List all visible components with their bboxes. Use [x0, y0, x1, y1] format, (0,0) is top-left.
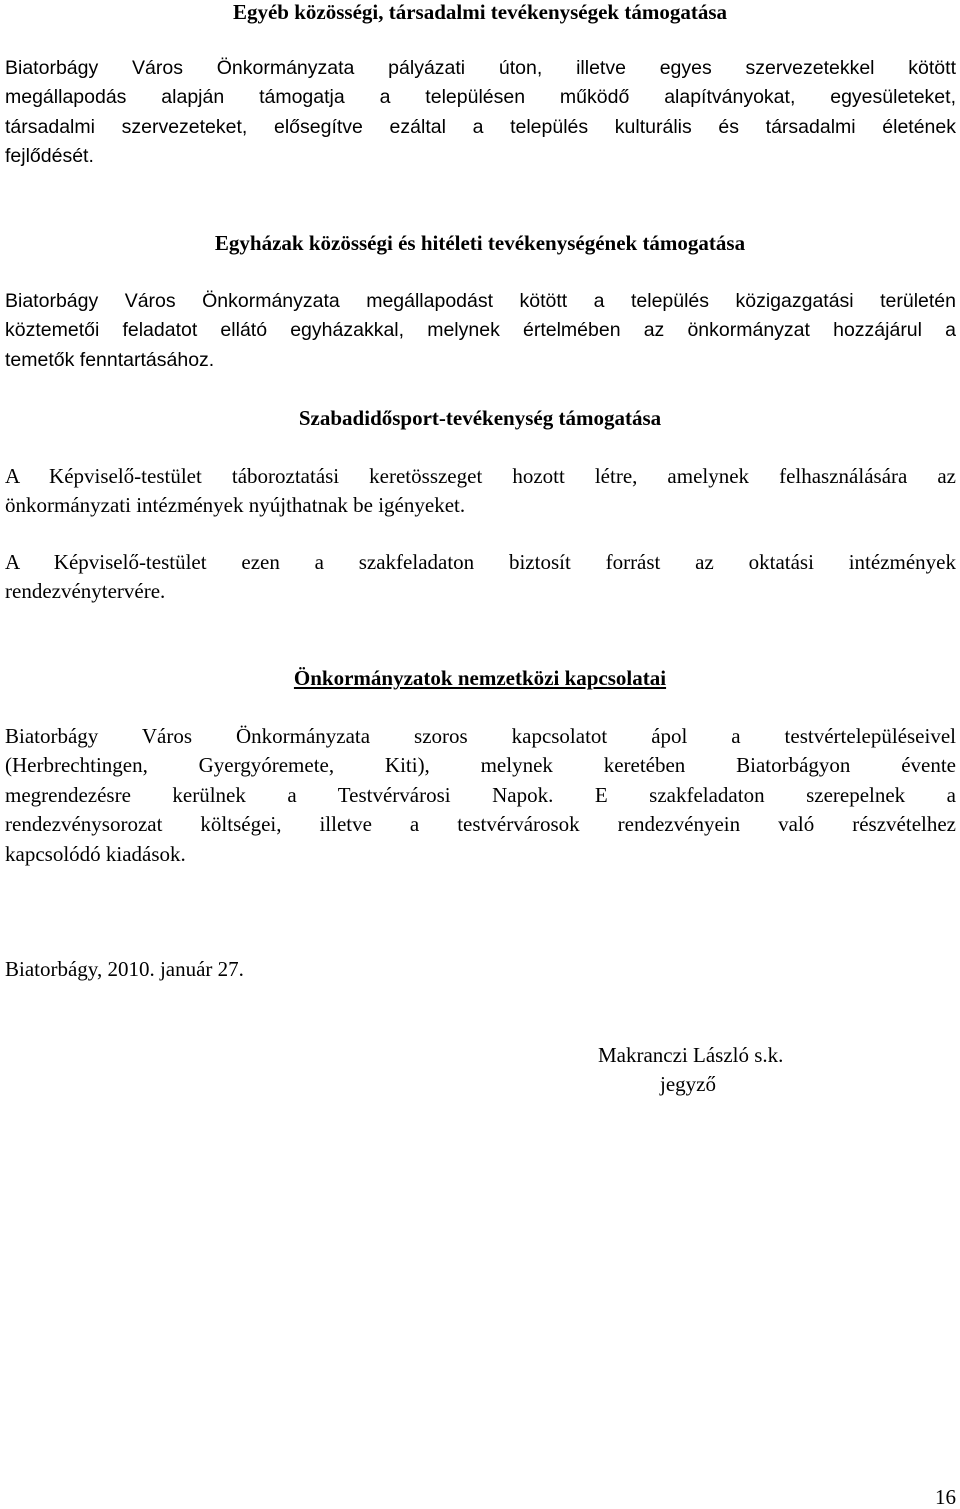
paragraph-event-funding [5, 548, 956, 607]
text-line: A Képviselő-testület ezen a szakfeladaton biztosít forrást az oktatási intézmények [5, 550, 956, 574]
section-heading-churches-support: Egyházak közösségi és hitéleti tevékenységének támogatása [214, 231, 746, 255]
text-line: Biatorbágy Város Önkormányzata szoros kapcsolatot ápol a testvértelepüléseivel [5, 724, 956, 748]
paragraph-churches-support [5, 287, 956, 375]
text-line: kapcsolódó kiadások. [5, 841, 186, 866]
text-line: köztemetői feladatot ellátó egyházakkal, melynek értelmében az önkormányzat hozzájárul a [5, 319, 956, 342]
section-heading-leisure-sport: Szabadidősport-tevékenység támogatása [298, 406, 662, 430]
signatory-name: Makranczi László s.k. [598, 1043, 784, 1067]
text-line: Biatorbágy Város Önkormányzata pályázati úton, illetve egyes szervezetekkel kötött [5, 57, 956, 79]
section-heading-international-relations: Önkormányzatok nemzetközi kapcsolatai [293, 666, 667, 690]
place-and-date: Biatorbágy, 2010. január 27. [5, 957, 244, 981]
text-line: önkormányzati intézmények nyújthatnak be igényeket. [5, 493, 466, 518]
text-line: megállapodás alapján támogatja a településen működő alapítványokat, egyesületeket, [5, 86, 956, 109]
paragraph-twin-towns [5, 722, 956, 869]
page-number: 16 [935, 1485, 956, 1509]
text-line: rendezvénytervére. [5, 579, 166, 604]
text-line: társadalmi szervezeteket, elősegítve ezáltal a település kulturális és társadalmi életének [5, 115, 956, 138]
paragraph-community-support [5, 54, 956, 172]
text-line: A Képviselő-testület táboroztatási keretösszeget hozott létre, amelynek felhasználására az [5, 464, 956, 488]
signatory-title: jegyző [660, 1072, 716, 1096]
paragraph-camp-budget [5, 462, 956, 521]
text-line: fejlődését. [5, 145, 94, 168]
text-line: rendezvénysorozat költségei, illetve a testvérvárosok rendezvényein való részvételhez [5, 812, 956, 837]
text-line: temetők fenntartásához. [5, 348, 215, 371]
text-line: Biatorbágy Város Önkormányzata megállapodást kötött a település közigazgatási területén [5, 290, 956, 312]
text-line: megrendezésre kerülnek a Testvérvárosi Napok. E szakfeladaton szerepelnek a [5, 782, 956, 807]
text-line: (Herbrechtingen, Gyergyóremete, Kiti), melynek keretében Biatorbágyon évente [5, 753, 956, 778]
section-heading-community-support: Egyéb közösségi, társadalmi tevékenységek támogatása [232, 0, 728, 24]
